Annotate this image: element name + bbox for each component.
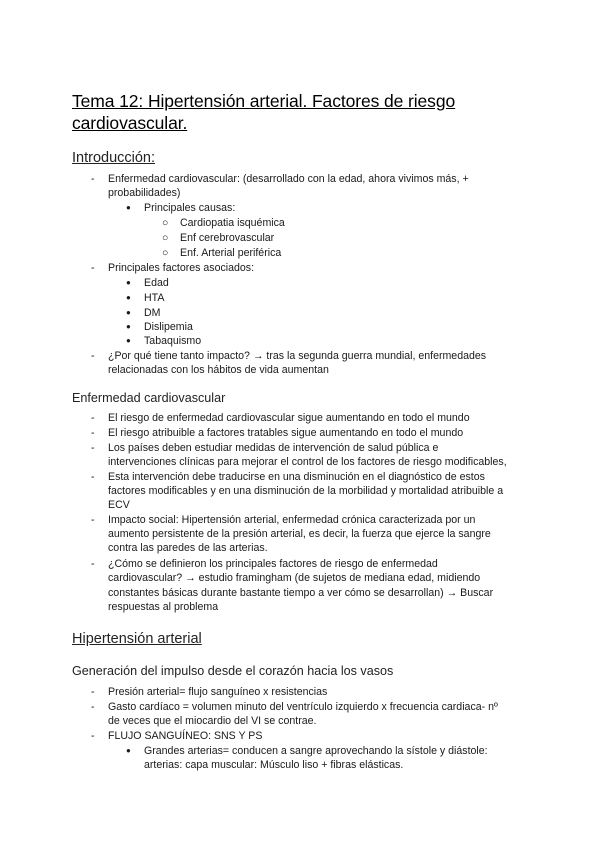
hta-heading: Hipertensión arterial: [72, 631, 202, 647]
dash-marker: -: [91, 173, 95, 185]
cause-item: Enf cerebrovascular: [180, 232, 275, 244]
dash-marker: -: [91, 730, 95, 742]
ecv-item4-line1: Esta intervención debe traducirse en una disminución en el diagnóstico de estos: [108, 471, 485, 483]
ecv-heading: Enfermedad cardiovascular: [72, 391, 226, 405]
cause-item: Enf. Arterial periférica: [180, 247, 282, 259]
dash-marker: -: [91, 350, 95, 362]
ecv-item4-line2: factores modificables y en una disminución de la morbilidad y mortalidad atribuible a: [108, 485, 504, 497]
factor-item: Dislipemia: [144, 321, 193, 333]
bullet-marker: ●: [126, 322, 131, 331]
document-title-line-2: cardiovascular.: [72, 113, 188, 133]
hta-item1: Presión arterial= flujo sanguíneo x resistencias: [108, 686, 328, 698]
ecv-item2: El riesgo atribuible a factores tratables sigue aumentando en todo el mundo: [108, 427, 464, 439]
ecv-item6-line2: cardiovascular? → estudio framingham (de sujetos de mediana edad, midiendo: [108, 572, 481, 584]
dash-marker: -: [91, 701, 95, 713]
hta-sub1-line1: Grandes arterias= conducen a sangre aprovechando la sístole y diástole:: [144, 745, 488, 757]
intro-item2: Principales factores asociados:: [108, 262, 255, 274]
dash-marker: -: [91, 514, 95, 526]
ecv-item3-line2: intervenciones clínicas para mejorar el control de los factores de riesgo modificables,: [108, 456, 507, 468]
ecv-item6-line1: ¿Cómo se definieron los principales factores de riesgo de enfermedad: [108, 558, 438, 570]
dash-marker: -: [91, 427, 95, 439]
ecv-item4-line3: ECV: [108, 499, 130, 511]
circle-marker: ○: [162, 217, 169, 229]
cause-item: Cardiopatia isquémica: [180, 217, 285, 229]
ecv-item6-line3: constantes básicas durante bastante tiempo a ver cómo se desarrollan) → Buscar: [108, 587, 494, 599]
document-title-line-1: Tema 12: Hipertensión arterial. Factores de riesgo: [72, 91, 456, 111]
hta-subheading: Generación del impulso desde el corazón hacia los vasos: [72, 664, 394, 678]
dash-marker: -: [91, 471, 95, 483]
circle-marker: ○: [162, 232, 169, 244]
ecv-item3-line1: Los países deben estudiar medidas de intervención de salud pública e: [108, 442, 439, 454]
dash-marker: -: [91, 686, 95, 698]
intro-item1-line1: Enfermedad cardiovascular: (desarrollado con la edad, ahora vivimos más, +: [108, 173, 469, 185]
bullet-marker: ●: [126, 336, 131, 345]
intro-item3-line1: ¿Por qué tiene tanto impacto? → tras la segunda guerra mundial, enfermedades: [108, 350, 487, 362]
hta-item3: FLUJO SANGUÍNEO: SNS Y PS: [108, 730, 263, 742]
hta-sub1-line2: arterias: capa muscular: Músculo liso + fibras elásticas.: [144, 759, 404, 771]
dash-marker: -: [91, 412, 95, 424]
hta-item2-line2: de veces que el miocardio del VI se contrae.: [108, 715, 317, 727]
ecv-item5-line3: contra las paredes de las arterias.: [108, 542, 268, 554]
bullet-marker: ●: [126, 278, 131, 287]
dash-marker: -: [91, 262, 95, 274]
intro-causes-label: Principales causas:: [144, 202, 236, 214]
circle-marker: ○: [162, 247, 169, 259]
bullet-marker: ●: [126, 293, 131, 302]
intro-heading: Introducción:: [72, 150, 156, 166]
ecv-item6-line4: respuestas al problema: [108, 601, 219, 613]
bullet-marker: ●: [126, 746, 131, 755]
ecv-item1: El riesgo de enfermedad cardiovascular sigue aumentando en todo el mundo: [108, 412, 470, 424]
dash-marker: -: [91, 558, 95, 570]
factor-item: Tabaquismo: [144, 335, 202, 347]
factor-item: DM: [144, 307, 161, 319]
factor-item: Edad: [144, 277, 169, 289]
ecv-item5-line2: aumento persistente de la presión arterial, es decir, la fuerza que ejerce la sangre: [108, 528, 491, 540]
ecv-item5-line1: Impacto social: Hipertensión arterial, enfermedad crónica caracterizada por un: [108, 514, 476, 526]
bullet-marker: ●: [126, 203, 131, 212]
factor-item: HTA: [144, 292, 165, 304]
intro-item3-line2: relacionadas con los hábitos de vida aumentan: [108, 364, 329, 376]
intro-item1-line2: probabilidades): [108, 187, 181, 199]
bullet-marker: ●: [126, 308, 131, 317]
dash-marker: -: [91, 442, 95, 454]
hta-item2-line1: Gasto cardíaco = volumen minuto del ventrículo izquierdo x frecuencia cardiaca- nº: [108, 701, 498, 713]
